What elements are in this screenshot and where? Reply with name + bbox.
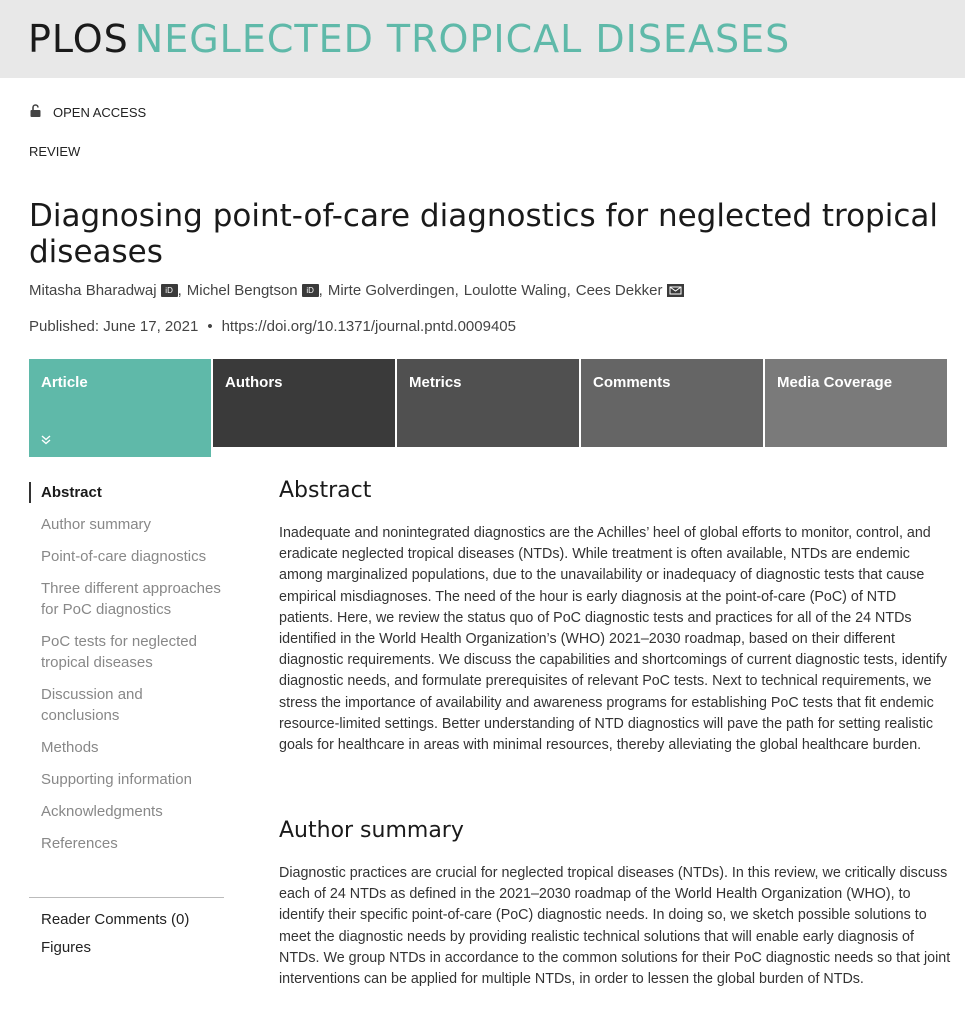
- nav-three-approaches[interactable]: Three different approaches for PoC diagnostics: [41, 580, 221, 618]
- tab-article[interactable]: [29, 359, 211, 457]
- chevron-down-icon: [41, 433, 51, 448]
- section-nav: [29, 480, 225, 854]
- publisher-name: PLOS: [28, 17, 129, 61]
- nav-references[interactable]: References: [41, 835, 118, 852]
- article-title: Diagnosing point-of-care diagnostics for neglected tropical diseases: [29, 198, 938, 270]
- open-access-badge: [30, 104, 146, 120]
- nav-point-of-care-diagnostics[interactable]: Point-of-care diagnostics: [41, 548, 207, 565]
- author-list: Mitasha Bharadwaj iD , Michel Bengtson iD , Mirte Golverdingen , Loulotte Waling , Cees Dekker: [29, 282, 684, 299]
- tab-metrics[interactable]: [397, 359, 579, 447]
- article-tabs: [29, 359, 947, 457]
- tab-label: Authors: [225, 374, 283, 391]
- mail-icon[interactable]: [667, 284, 684, 297]
- author-name[interactable]: Mirte Golverdingen: [327, 282, 455, 299]
- article-type: REVIEW: [29, 144, 81, 159]
- journal-logo[interactable]: [28, 17, 790, 61]
- nav-methods[interactable]: Methods: [41, 739, 99, 756]
- orcid-icon[interactable]: iD: [161, 284, 178, 297]
- nav-abstract[interactable]: Abstract: [29, 482, 225, 503]
- tab-label: Article: [41, 374, 88, 391]
- open-access-label: OPEN ACCESS: [53, 104, 147, 120]
- nav-poc-tests[interactable]: PoC tests for neglected tropical diseases: [41, 633, 197, 671]
- separator-dot: •: [207, 318, 213, 335]
- tab-label: Media Coverage: [777, 374, 893, 391]
- author-summary-heading: Author summary: [279, 818, 464, 843]
- nav-acknowledgments[interactable]: Acknowledgments: [41, 803, 163, 820]
- orcid-icon[interactable]: iD: [302, 284, 319, 297]
- abstract-text: Inadequate and nonintegrated diagnostics are the Achilles’ heel of global efforts to monitor, control, and eradicate neglected tropical diseases (NTDs). While treatment is often available, NTDs are endemic among marginalized populations, due to the unavailability or inadequacy of diagnostic tests that cause empirical misdiagnoses. The need of the hour is early diagnosis at the point-of-care (PoC) of NTD patients. Here, we review the status quo of PoC diagnostic tests and practices for all of the 24 NTDs identified in the World Health Organization’s (WHO) 2021–2030 roadmap, based on their different diagnostic requirements. We discuss the capabilities and shortcomings of current diagnostic tests, identify diagnostic needs, and formulate prerequisites of relevant PoC tests. Next to technical requirements, we stress the importance of availability and awareness programs for establishing PoC tests that fit endemic resource-limited settings. Better understanding of NTD diagnostics will pave the path for setting realistic goals for healthcare in areas with minimal resources, thereby alleviating the global healthcare burden.: [279, 525, 948, 754]
- abstract-heading: Abstract: [279, 478, 372, 503]
- publication-info: [29, 318, 516, 335]
- author-name[interactable]: Loulotte Waling: [463, 282, 567, 299]
- tab-label: Comments: [593, 374, 671, 391]
- doi-link[interactable]: https://doi.org/10.1371/journal.pntd.0009405: [221, 318, 516, 335]
- figures-link[interactable]: Figures: [41, 939, 92, 956]
- journal-name: NEGLECTED TROPICAL DISEASES: [134, 17, 791, 61]
- tab-label: Metrics: [409, 374, 462, 391]
- author-summary-text: Diagnostic practices are crucial for neglected tropical diseases (NTDs). In this review, we critically discuss each of 24 NTDs as defined in the 2021–2030 roadmap of the World Health Organization (WHO), to identify their specific point-of-care (PoC) diagnostic needs. In doing so, we sketch possible solutions to meet the diagnostic needs by providing realistic technical solutions that will enable early diagnosis of NTDs. We group NTDs in accordance to the common solutions for their PoC diagnostic needs so that joint interventions can be applied for multiple NTDs, in order to lessen the global burden of NTDs.: [279, 865, 951, 988]
- nav-discussion[interactable]: Discussion and conclusions: [41, 686, 143, 724]
- reader-comments-link[interactable]: Reader Comments (0): [41, 911, 190, 928]
- author-name[interactable]: Mitasha Bharadwaj: [29, 282, 157, 299]
- tab-media-coverage[interactable]: [765, 359, 947, 447]
- author-name[interactable]: Cees Dekker: [575, 282, 663, 299]
- tab-comments[interactable]: [581, 359, 763, 447]
- unlock-icon: [30, 104, 41, 120]
- journal-header: [0, 0, 965, 78]
- nav-supporting-information[interactable]: Supporting information: [41, 771, 192, 788]
- tab-authors[interactable]: [213, 359, 395, 447]
- sidebar-divider: [29, 897, 224, 898]
- publish-date: Published: June 17, 2021: [29, 318, 199, 335]
- nav-author-summary[interactable]: Author summary: [41, 516, 152, 533]
- author-name[interactable]: Michel Bengtson: [186, 282, 298, 299]
